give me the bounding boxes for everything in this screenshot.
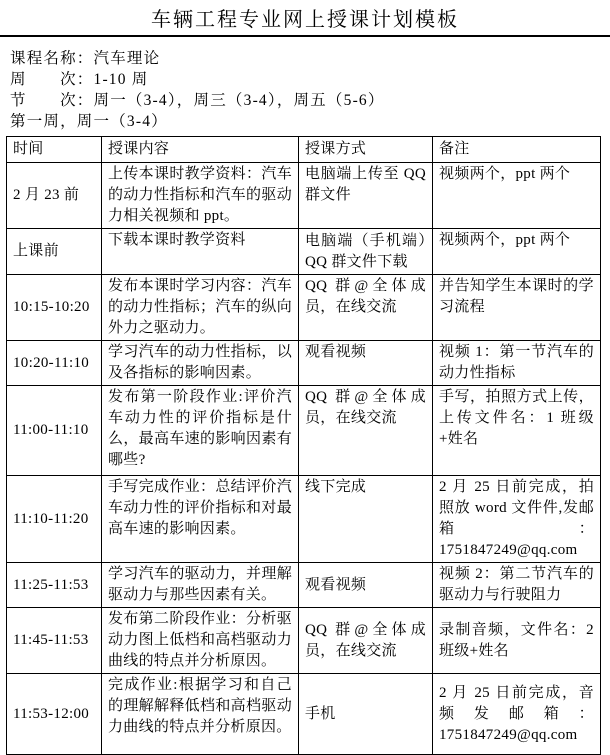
table-row bbox=[7, 608, 601, 674]
content-cell: 发布本课时学习内容：汽车的动力性指标；汽车的纵向外力之驱动力。 bbox=[102, 275, 299, 341]
method-cell: 电脑端（手机端）QQ 群文件下载 bbox=[299, 229, 433, 275]
info-line-course-name: 课程名称：汽车理论 bbox=[10, 50, 161, 67]
time-cell: 11:53-12:00 bbox=[7, 674, 102, 755]
time-cell: 上课前 bbox=[7, 229, 102, 275]
header-row bbox=[7, 137, 601, 163]
time-cell: 11:45-11:53 bbox=[7, 608, 102, 674]
note-cell: 录制音频，文件名：2 班级+姓名 bbox=[433, 608, 601, 674]
content-cell: 下载本课时教学资料 bbox=[102, 229, 299, 275]
col-header-method: 授课方式 bbox=[299, 137, 433, 163]
page-title: 车辆工程专业网上授课计划模板 bbox=[151, 9, 459, 31]
col-header-time: 时间 bbox=[7, 137, 102, 163]
table-row bbox=[7, 341, 601, 386]
table-row bbox=[7, 674, 601, 755]
col-header-note: 备注 bbox=[433, 137, 601, 163]
content-cell: 完成作业:根据学习和自己的理解解释低档和高档驱动力曲线的特点并分析原因。 bbox=[102, 674, 299, 755]
table-row bbox=[7, 476, 601, 563]
method-cell: 观看视频 bbox=[299, 563, 433, 608]
method-cell: 手机 bbox=[299, 674, 433, 755]
col-header-content: 授课内容 bbox=[102, 137, 299, 163]
note-cell: 手写，拍照方式上传，上传文件名：1 班级+姓名 bbox=[433, 386, 601, 476]
info-line-sessions: 节 次：周一（3-4），周三（3-4），周五（5-6） bbox=[10, 92, 385, 109]
time-cell: 11:10-11:20 bbox=[7, 476, 102, 563]
table-row bbox=[7, 386, 601, 476]
table-row bbox=[7, 229, 601, 275]
table-row bbox=[7, 163, 601, 229]
time-cell: 10:20-11:10 bbox=[7, 341, 102, 386]
schedule-body bbox=[7, 163, 601, 755]
method-cell: QQ 群@全体成员，在线交流 bbox=[299, 275, 433, 341]
content-cell: 学习汽车的动力性指标，以及各指标的影响因素。 bbox=[102, 341, 299, 386]
note-cell: 并告知学生本课时的学习流程 bbox=[433, 275, 601, 341]
info-line-week-range: 周 次：1-10 周 bbox=[10, 71, 149, 88]
method-cell: QQ 群@全体成员，在线交流 bbox=[299, 608, 433, 674]
method-cell: 观看视频 bbox=[299, 341, 433, 386]
note-cell: 2 月 25 日前完成，拍照放 word 文件件,发邮箱：1751847249@qq.com bbox=[433, 476, 601, 563]
note-cell: 视频 2：第二节汽车的驱动力与行驶阻力 bbox=[433, 563, 601, 608]
time-cell: 10:15-10:20 bbox=[7, 275, 102, 341]
table-row bbox=[7, 563, 601, 608]
note-cell: 视频 1：第一节汽车的动力性指标 bbox=[433, 341, 601, 386]
table-row bbox=[7, 275, 601, 341]
method-cell: QQ 群@全体成员，在线交流 bbox=[299, 386, 433, 476]
content-cell: 手写完成作业：总结评价汽车动力性的评价指标和对最高车速的影响因素。 bbox=[102, 476, 299, 563]
method-cell: 电脑端上传至 QQ 群文件 bbox=[299, 163, 433, 229]
method-cell: 线下完成 bbox=[299, 476, 433, 563]
time-cell: 2 月 23 前 bbox=[7, 163, 102, 229]
content-cell: 发布第一阶段作业:评价汽车动力性的评价指标是什么，最高车速的影响因素有哪些? bbox=[102, 386, 299, 476]
note-cell: 视频两个，ppt 两个 bbox=[433, 229, 601, 275]
note-cell: 2 月 25 日前完成，音频发邮箱：1751847249@qq.com bbox=[433, 674, 601, 755]
info-line-current-session: 第一周，周一（3-4） bbox=[10, 113, 168, 130]
content-cell: 上传本课时教学资料：汽车的动力性指标和汽车的驱动力相关视频和 ppt。 bbox=[102, 163, 299, 229]
content-cell: 发布第二阶段作业：分析驱动力图上低档和高档驱动力曲线的特点并分析原因。 bbox=[102, 608, 299, 674]
content-cell: 学习汽车的驱动力，并理解驱动力与那些因素有关。 bbox=[102, 563, 299, 608]
time-cell: 11:00-11:10 bbox=[7, 386, 102, 476]
course-info-block bbox=[0, 37, 610, 136]
note-cell: 视频两个，ppt 两个 bbox=[433, 163, 601, 229]
time-cell: 11:25-11:53 bbox=[7, 563, 102, 608]
schedule-table bbox=[6, 136, 601, 755]
